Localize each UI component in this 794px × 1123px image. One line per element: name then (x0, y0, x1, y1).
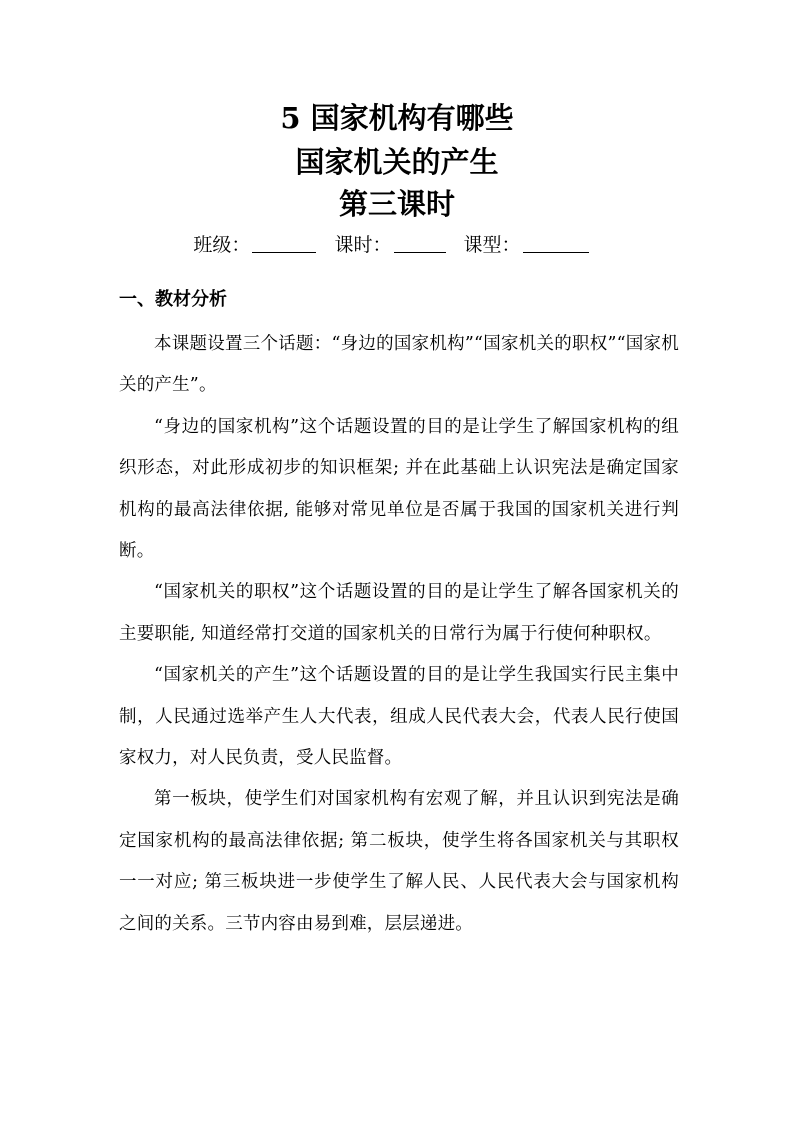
section-body (119, 324, 679, 945)
class-label: 班级： (193, 234, 251, 256)
section-heading: 一、教材分析 (119, 289, 227, 310)
type-label: 课型： (463, 234, 521, 256)
lesson-subtitle: 国家机关的产生 (295, 145, 499, 179)
type-blank (523, 232, 589, 253)
period-field (334, 230, 457, 260)
lesson-period-title: 第三课时 (338, 187, 455, 221)
paragraph: 本课题设置三个话题：“身边的国家机构”“国家机关的职权”“国家机关的产生”。 (119, 334, 679, 396)
paragraph: “国家机关的产生”这个话题设置的目的是让学生我国实行民主集中制，人民通过选举产生人大代表，组成人民代表大会，代表人民行使国家权力，对人民负责，受人民监督。 (119, 665, 679, 769)
class-blank (252, 232, 316, 253)
class-field (193, 230, 328, 260)
type-field (464, 230, 601, 260)
lesson-meta-row (0, 230, 794, 260)
period-label: 课时： (334, 234, 392, 256)
paragraph: “身边的国家机构”这个话题设置的目的是让学生了解国家机构的组织形态，对此形成初步的知识框架; 并在此基础上认识宪法是确定国家机构的最高法律依据, 能够对常见单位是否属于我国的国家机关进行判断。 (119, 416, 679, 562)
period-blank (394, 232, 446, 253)
paragraph: 第一板块，使学生们对国家机构有宏观了解，并且认识到宪法是确定国家机构的最高法律依据; 第二板块，使学生将各国家机关与其职权一一对应; 第三板块进一步使学生了解人民、人民代表大会与国家机构之间的关系。三节内容由易到难，层层递进。 (119, 789, 679, 934)
paragraph: “国家机关的职权”这个话题设置的目的是让学生了解各国家机关的主要职能, 知道经常打交道的国家机关的日常行为属于行使何种职权。 (119, 582, 679, 644)
lesson-title: 5 国家机构有哪些 (280, 101, 514, 135)
